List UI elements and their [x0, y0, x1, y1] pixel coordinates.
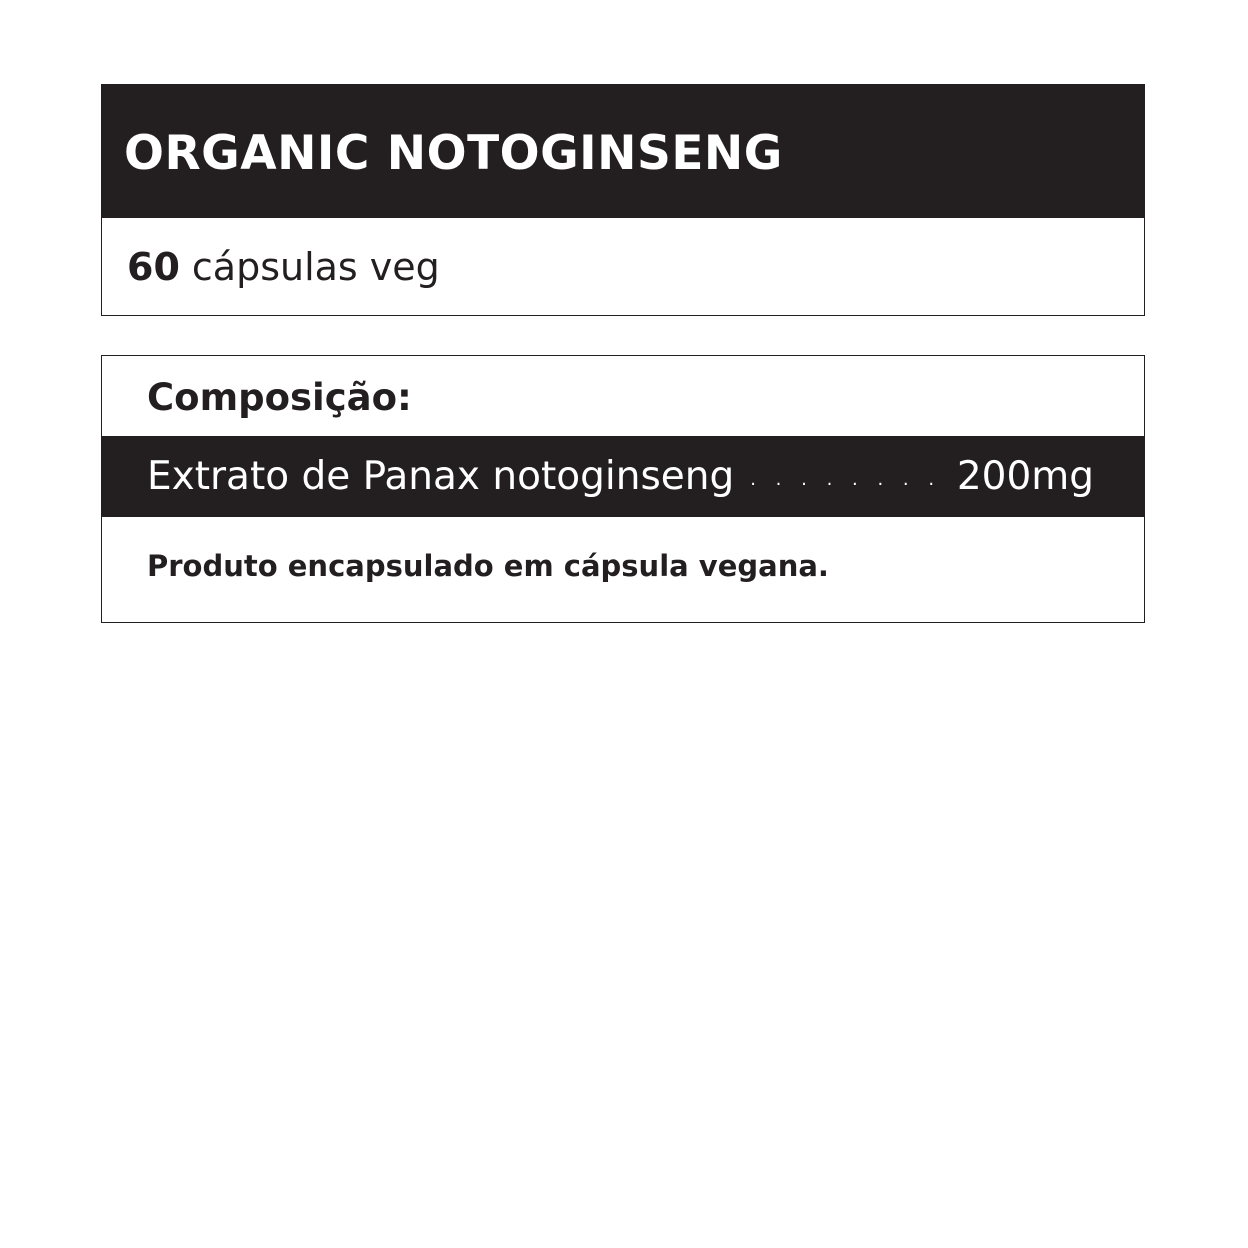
- product-box: [101, 84, 1145, 316]
- product-quantity: [102, 218, 1144, 316]
- quantity-unit: cápsulas veg: [191, 245, 440, 289]
- product-title: ORGANIC NOTOGINSENG: [124, 126, 783, 181]
- quantity-number: 60: [127, 245, 180, 289]
- ingredient-dot-leader: . . . . . . . .: [750, 469, 942, 490]
- ingredient-name: Extrato de Panax notoginseng: [147, 454, 735, 499]
- composition-heading: Composição:: [147, 375, 412, 419]
- ingredient-row: [102, 436, 1144, 517]
- product-header: [102, 85, 1144, 218]
- composition-heading-row: [102, 356, 1144, 436]
- capsule-note: Produto encapsulado em cápsula vegana.: [147, 549, 829, 583]
- composition-box: [101, 355, 1145, 623]
- note-row: [102, 517, 1144, 622]
- ingredient-amount: 200mg: [956, 454, 1094, 499]
